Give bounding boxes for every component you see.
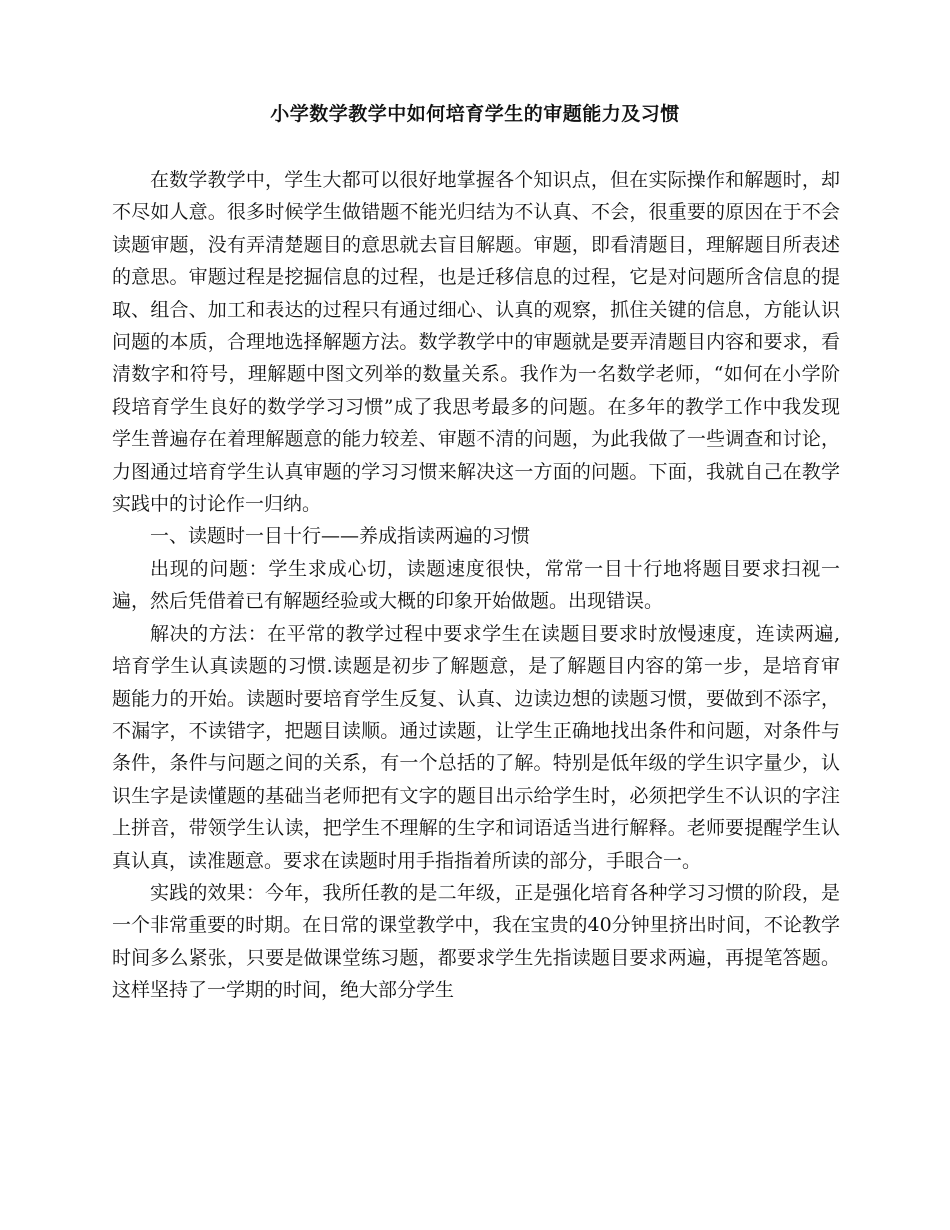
paragraph-intro: 在数学教学中，学生大都可以很好地掌握各个知识点，但在实际操作和解题时，却不尽如人意。很多时候学生做错题不能光归结为不认真、不会，很重要的原因在于不会读题审题，没有弄清楚题目的意思就去盲目解题。审题，即看清题目，理解题目所表述的意思。审题过程是挖掘信息的过程，也是迁移信息的过程，它是对问题所含信息的提取、组合、加工和表达的过程只有通过细心、认真的观察，抓住关键的信息，方能认识问题的本质，合理地选择解题方法。数学教学中的审题就是要弄清题目内容和要求，看清数字和符号，理解题中图文列举的数量关系。我作为一名数学老师，“如何在小学阶段培育学生良好的数学学习习惯”成了我思考最多的问题。在多年的教学工作中我发现学生普遍存在着理解题意的能力较差、审题不清的问题，为此我做了一些调查和讨论，力图通过培育学生认真审题的学习习惯来解决这一方面的问题。下面，我就自己在教学实践中的讨论作一归纳。: [112, 169, 840, 516]
paragraph-solution: 解决的方法：在平常的教学过程中要求学生在读题目要求时放慢速度，连读两遍,培育学生认真读题的习惯.读题是初步了解题意，是了解题目内容的第一步，是培育审题能力的开始。读题时要培育学生反复、认真、边读边想的读题习惯，要做到不添字，不漏字，不读错字，把题目读顺。通过读题，让学生正确地找出条件和问题，对条件与条件，条件与问题之间的关系，有一个总括的了解。特别是低年级的学生识字量少，认识生字是读懂题的基础当老师把有文字的题目出示给学生时，必须把学生不认识的字注上拼音，带领学生认读，把学生不理解的生字和词语适当进行解释。老师要提醒学生认真认真，读准题意。要求在读题时用手指指着所读的部分，手眼合一。: [112, 622, 840, 872]
document-title: 小学数学教学中如何培育学生的审题能力及习惯: [270, 103, 680, 125]
document-body: [112, 164, 840, 1007]
paragraph-problem: 出现的问题：学生求成心切，读题速度很快，常常一目十行地将题目要求扫视一遍，然后凭借着已有解题经验或大概的印象开始做题。出现错误。: [112, 557, 840, 613]
section-heading-1: 一、读题时一目十行——养成指读两遍的习惯: [150, 525, 531, 548]
paragraph-effect: 实践的效果：今年，我所任教的是二年级，正是强化培育各种学习习惯的阶段，是一个非常重要的时期。在日常的课堂教学中，我在宝贵的40分钟里挤出时间，不论教学时间多么紧张，只要是做课堂练习题，都要求学生先指读题目要求两遍，再提笔答题。这样坚持了一学期的时间，绝大部分学生: [112, 881, 840, 1002]
